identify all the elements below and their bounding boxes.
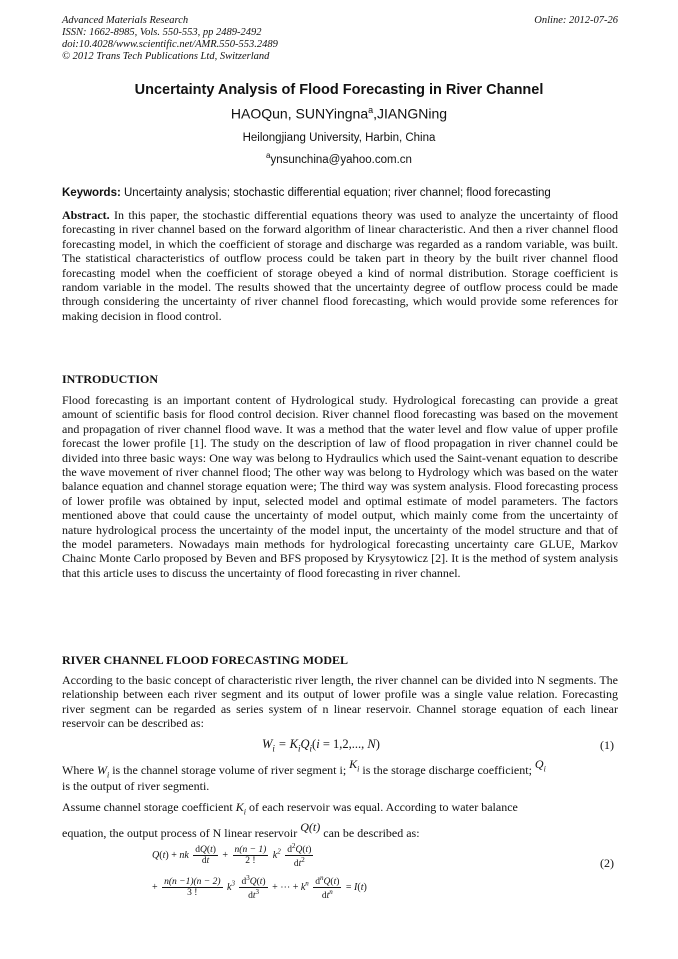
- eqn-text-2: can be described as:: [323, 826, 420, 840]
- email-address: ynsunchina@yahoo.com.cn: [270, 153, 412, 166]
- keywords-label: Keywords:: [62, 187, 121, 199]
- where-text-1: Where: [62, 763, 94, 777]
- abstract-label: Abstract.: [62, 208, 110, 222]
- equation-1: $W_i = K_iQ_i(i = 1,2$,..., N): [262, 737, 380, 754]
- eq1-lhs: W: [262, 737, 273, 751]
- equation-intro-line: [62, 820, 618, 840]
- authors-part2: ,JIANGNing: [373, 105, 448, 122]
- where-text-2: is the channel storage volume of river segment i;: [112, 763, 347, 777]
- assume-line: [62, 800, 618, 819]
- abstract-text: In this paper, the stochastic differential equations theory was used to analyze the uncertainty of flood forecasting in river channel based on the forward algorithm of linear characteristic. And then a river channel flood forecasting model, in which the coefficient of storage and discharge was regarded as a random variable, was built. The statistical characteristics of outflow process could be taken part in theory by the built river channel flood forecasting model when the coefficient of storage obeyed a kind of normal distribution. Storage coefficient is random variable in the model. The results showed that the uncertainty degree of outflow process could be made through considering the uncertainty of river channel flood forecasting, which would provide some references for making decision in flood control.: [62, 208, 619, 323]
- abstract: [62, 208, 618, 323]
- eqn-text-1: equation, the output process of N linear reservoir: [62, 826, 298, 840]
- symbol-q: $Q_i$: [534, 757, 546, 774]
- email-mark: a: [266, 151, 271, 160]
- doi-line: doi:10.4028/www.scientific.net/AMR.550-553.2489: [62, 39, 278, 50]
- symbol-k: $K_i$: [349, 757, 360, 774]
- introduction-heading: INTRODUCTION: [62, 372, 159, 386]
- issn-line: ISSN: 1662-8985, Vols. 550-553, pp 2489-2492: [62, 27, 262, 38]
- introduction-body: Flood forecasting is an important content of Hydrological study. Hydrological forecasting can provide a great amount of scientific basis for flood control decision. River channel flood forecasting was based on the movement and propagation of river channel flood wave. It was a method that the water level and flow value of upper profile forecast the lower profile [1]. The study on the description of law of flood propagation in river channel could be divided into three basic ways: One way was belong to Hydraulics which used the Saint-venant equation to describe the wave movement of river channel flood; The other way was belong to Hydrology which was based on the water balance equation and channel storage equation were; The third way was system analysis. Flood forecasting process of lower profile was obtained by input, selected model and optimal estimate of model parameters. The factors mentioned above that could cause the uncertainty of model output, which mainly come from the uncertainty of nature hydrological process the uncertainty of the model input, the uncertainty of the model structure and that of the model parameters. Nowadays main methods for hydrological forecasting uncertainty care GLUE, Markov Chainc Monte Carlo proposed by Beven and BFS proposed by Krysytowicz [2]. It is the method of system analysis that this article uses to discuss the uncertainty of flood forecasting in river channel.: [62, 393, 618, 580]
- author-affil-mark: a: [368, 105, 374, 115]
- affiliation: Heilongjiang University, Harbin, China: [242, 132, 436, 144]
- journal-name: Advanced Materials Research: [62, 15, 189, 26]
- where-text-3: is the storage discharge coefficient;: [362, 763, 532, 777]
- author-list: [0, 105, 678, 122]
- paper-title: Uncertainty Analysis of Flood Forecasting in River Channel: [134, 82, 544, 98]
- equation-1-number: (1): [600, 738, 614, 752]
- assume-text-1: Assume channel storage coefficient: [62, 800, 233, 814]
- assume-text-2: of each reservoir was equal. According to water balance: [248, 800, 518, 814]
- symbol-w: $W_i$: [96, 763, 110, 780]
- model-heading: RIVER CHANNEL FLOOD FORECASTING MODEL: [62, 653, 349, 667]
- equation-2-line-2: + $\frac{n(n -1)(n - 2)}{3 !}$ $k^3$ $\frac{d^3Q(t)}{dt^3}$ + ⋯ + $k^n$ $\frac{d^nQ(t)}{dt^n}$ = I(t): [152, 874, 367, 902]
- journal-header: [62, 15, 618, 63]
- copyright-line: © 2012 Trans Tech Publications Ltd, Switzerland: [62, 51, 270, 62]
- keywords: [62, 187, 618, 199]
- model-intro-body: According to the basic concept of characteristic river length, the river channel can be divided into N segments. The relationship between each river segment and its output of lower profile was a single value relation. Forecasting river segment can be regarded as series system of n linear reservoir. Channel storage equation of each linear reservoir can be described as:: [62, 673, 618, 731]
- email: [0, 151, 678, 166]
- symbol-qt: Q(t): [300, 820, 321, 834]
- authors-part1: HAOQun, SUNYingna: [230, 105, 369, 122]
- symbol-ki: $K_i$: [235, 800, 246, 817]
- equation-2-line-1: Q(t) + nk $\frac{dQ(t)}{dt}$ + $\frac{n(n - 1)}{2 !}$ $k^2$ $\frac{d^2Q(t)}{dt^2}$: [152, 842, 312, 870]
- online-date: Online: 2012-07-26: [534, 15, 618, 26]
- equation-2-number: (2): [600, 856, 614, 870]
- where-line-2: is the output of river segmenti.: [62, 779, 210, 793]
- keywords-text: Uncertainty analysis; stochastic differential equation; river channel; flood forecasting: [124, 187, 551, 199]
